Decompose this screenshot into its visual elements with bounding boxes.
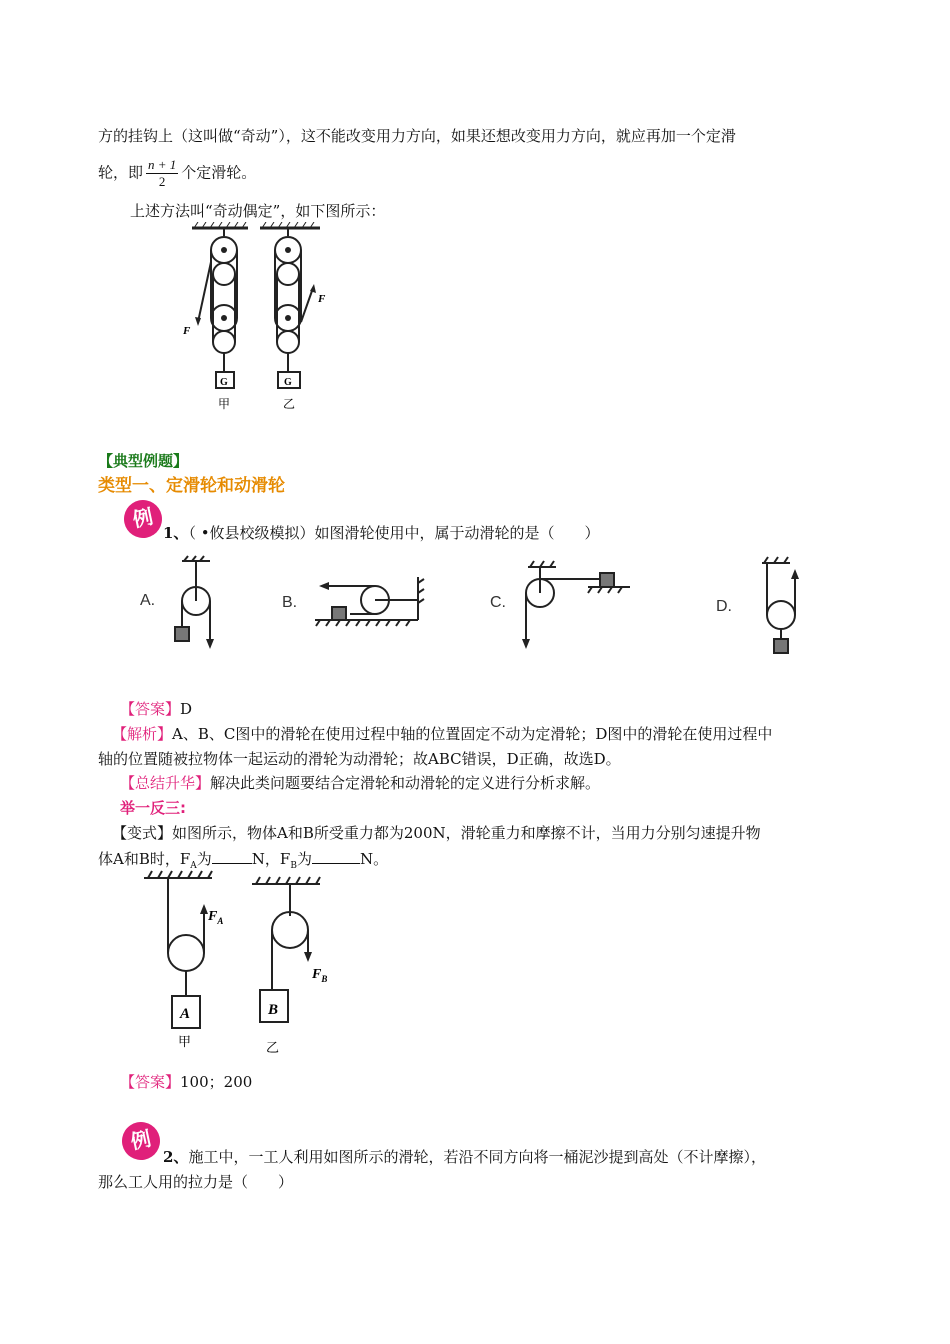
- force-label-right: F: [318, 293, 326, 305]
- analysis-line-1: [112, 723, 772, 745]
- variant-label: 【变式】: [112, 824, 173, 842]
- pulley-block-figure: [180, 222, 340, 417]
- fraction: [146, 157, 178, 190]
- summary-label: 【总结升华】: [120, 774, 211, 792]
- type-title: 类型一、定滑轮和动滑轮: [98, 476, 285, 496]
- subscript-a: A: [190, 861, 197, 871]
- block-a-label: A: [180, 1006, 191, 1022]
- variant-text-2d: 为: [296, 850, 312, 868]
- option-d-label: D.: [716, 598, 732, 615]
- variant-pulley-figure: [140, 868, 340, 1058]
- example-2-line-2: 那么工人用的拉力是（ ）: [98, 1173, 294, 1191]
- example-1-number: 1、: [163, 524, 189, 542]
- analysis-line-2: 轴的位置随被拉物体一起运动的滑轮为动滑轮；故ABC错误，D正确，故选D。: [98, 750, 621, 768]
- variant-text-2b: 为: [196, 850, 212, 868]
- variant-text-1: 如图所示，物体A和B所受重力都为200N，滑轮重力和摩擦不计，当用力分别匀速提升物: [172, 824, 761, 842]
- subscript-b: B: [290, 861, 297, 871]
- section-header: 【典型例题】: [98, 452, 189, 470]
- force-a-label: $F_A$: [208, 909, 224, 926]
- option-a-label: A.: [140, 592, 156, 609]
- caption-yi: 乙: [283, 397, 296, 411]
- variant-answer-label: 【答案】: [120, 1073, 181, 1091]
- caption-jia: 甲: [218, 397, 231, 411]
- variant-answer-value: 100；200: [180, 1073, 253, 1091]
- variant-text-2c: N，F: [251, 850, 291, 868]
- answer-label: 【答案】: [120, 700, 181, 718]
- force-b-label: $F_B$: [312, 967, 328, 984]
- intro-line-2-suffix: 个定滑轮。: [181, 163, 257, 182]
- blank-fa: [212, 849, 252, 864]
- variant-line-1: [112, 822, 761, 844]
- blank-fb: [312, 849, 360, 864]
- example-2-number: 2、: [163, 1148, 189, 1166]
- fraction-denominator: 2: [158, 174, 166, 189]
- intro-line-2-prefix: 轮，即: [98, 163, 144, 182]
- force-label-left: F: [183, 325, 191, 337]
- analysis-text-1: A、B、C图中的滑轮在使用过程中轴的位置固定不动为定滑轮；D图中的滑轮在使用过程中: [172, 725, 773, 743]
- example-badge-1: 例: [120, 496, 165, 541]
- analysis-label: 【解析】: [112, 725, 173, 743]
- intro-line-3: 上述方法叫“奇动偶定”，如下图所示：: [130, 202, 386, 220]
- example-1-text: （ •攸县校级模拟）如图滑轮使用中，属于动滑轮的是（ ）: [188, 524, 600, 542]
- variant-text-2a: 体A和B时，F: [98, 850, 191, 868]
- option-b-label: B.: [282, 594, 298, 611]
- example-2-text-1: 施工中，一工人利用如图所示的滑轮，若沿不同方向将一桶泥沙提到高处（不计摩擦），: [188, 1148, 766, 1166]
- example-badge-2: 例: [118, 1118, 163, 1163]
- summary-text: 解决此类问题要结合定滑轮和动滑轮的定义进行分析求解。: [210, 774, 601, 792]
- intro-line-2: [98, 157, 256, 190]
- caption-yi-2: 乙: [266, 1040, 280, 1055]
- option-c-label: C.: [490, 594, 506, 611]
- weight-label-left: G: [220, 377, 228, 388]
- example-2-line-1: [163, 1146, 766, 1168]
- block-b-label: B: [268, 1002, 279, 1018]
- example-1-question: [163, 522, 600, 544]
- weight-label-right: G: [284, 377, 292, 388]
- caption-jia-2: 甲: [178, 1034, 192, 1049]
- answer-line: [120, 698, 192, 720]
- variant-answer-line: [120, 1071, 252, 1093]
- variant-text-2e: N。: [359, 850, 389, 868]
- intro-line-1: 方的挂钩上（这叫做“奇动”），这不能改变用力方向，如果还想改变用力方向，就应再加一个定滑: [98, 127, 736, 145]
- pulley-options-figure: [160, 555, 820, 665]
- fraction-numerator: n + 1: [148, 157, 177, 172]
- summary-line: [120, 772, 600, 794]
- answer-value: D: [180, 700, 193, 718]
- practice-title: 举一反三:: [120, 799, 186, 817]
